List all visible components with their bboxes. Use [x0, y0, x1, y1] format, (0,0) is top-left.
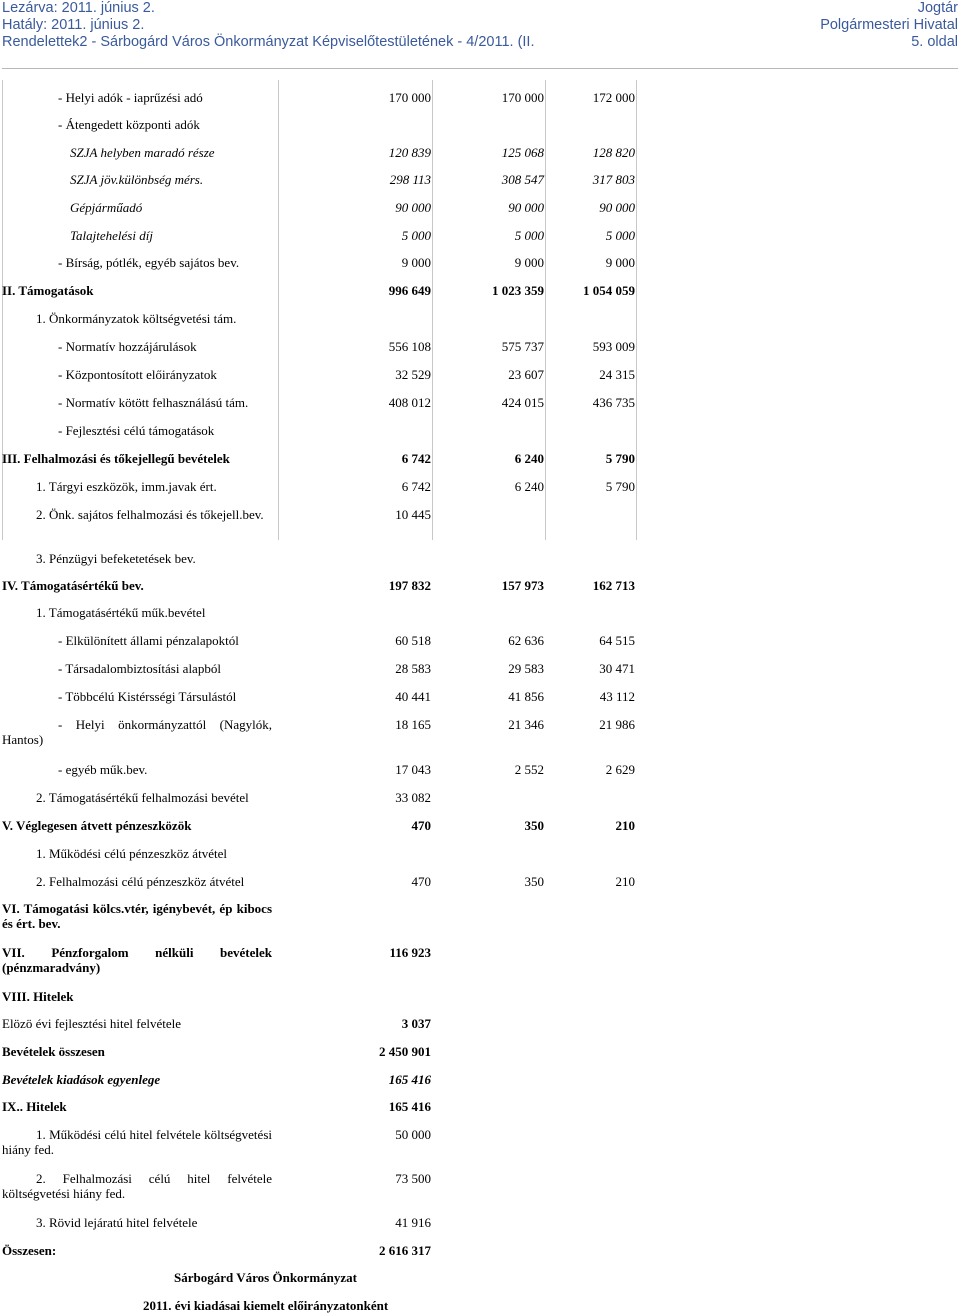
row-label: - Társadalombiztosítási alapból	[58, 661, 221, 676]
header-closed-date: Lezárva: 2011. június 2.	[2, 0, 155, 16]
row-label: Összesen:	[2, 1243, 57, 1258]
header-source: Jogtár	[917, 0, 958, 16]
value-2012: 9 000	[605, 255, 635, 270]
value-2012: 24 315	[599, 367, 635, 382]
value-2012: 5 790	[605, 479, 635, 494]
row-label: III. Felhalmozási és tőkejellegű bevételek	[2, 451, 230, 466]
header-effective-date: Hatály: 2011. június 2.	[2, 17, 145, 33]
value-2010: 40 441	[395, 689, 431, 704]
row-label: 1. Tárgyi eszközök, imm.javak ért.	[36, 479, 217, 494]
row-label: 2. Támogatásértékű felhalmozási bevétel	[36, 790, 249, 805]
row-label: - Bírság, pótlék, egyéb sajátos bev.	[58, 255, 240, 270]
row-label: - Központosított előirányzatok	[58, 367, 217, 382]
row-label: V. Véglegesen átvett pénzeszközök	[2, 818, 192, 833]
value-2010: 197 832	[388, 578, 431, 593]
row-label: 2. Felhalmozási célú hitel felvétele költségvetési hiány fed.	[2, 1171, 272, 1201]
value-2012: 172 000	[592, 90, 635, 105]
value-2010: 32 529	[395, 367, 431, 382]
value-2010: 50 000	[395, 1127, 431, 1142]
row-label: Elözö évi fejlesztési hitel felvétele	[2, 1016, 182, 1031]
row-label: Bevételek összesen	[2, 1044, 105, 1059]
row-label: 3. Rövid lejáratú hitel felvétele	[36, 1215, 198, 1230]
value-2011: 62 636	[508, 633, 544, 648]
header-issuer: Polgármesteri Hivatal	[820, 17, 958, 33]
value-2011: 9 000	[514, 255, 544, 270]
value-2012: 90 000	[599, 200, 635, 215]
value-2010: 10 445	[395, 507, 431, 522]
value-2010: 165 416	[388, 1099, 431, 1114]
value-2011: 1 023 359	[492, 283, 544, 298]
footer-subtitle: 2011. évi kiadásai kiemelt előirányzatonként	[143, 1298, 389, 1313]
value-2012: 128 820	[592, 145, 635, 160]
value-2010: 170 000	[388, 90, 431, 105]
value-2011: 6 240	[514, 479, 544, 494]
value-2011: 2 552	[514, 762, 544, 777]
row-label: 2. Felhalmozási célú pénzeszköz átvétel	[36, 874, 245, 889]
row-label: - Fejlesztési célú támogatások	[58, 423, 215, 438]
value-2010: 18 165	[395, 717, 431, 732]
value-2010: 60 518	[395, 633, 431, 648]
row-label: IV. Támogatásértékű bev.	[2, 578, 144, 593]
row-label: Bevételek kiadások egyenlege	[2, 1072, 161, 1087]
value-2010: 996 649	[388, 283, 431, 298]
value-2011: 23 607	[508, 367, 544, 382]
value-2010: 9 000	[401, 255, 431, 270]
row-label: - egyéb műk.bev.	[58, 762, 148, 777]
row-label: - Helyi önkormányzattól (Nagylók, Hantos)	[2, 717, 272, 747]
value-2010: 73 500	[395, 1171, 431, 1186]
value-2012: 436 735	[592, 395, 635, 410]
value-2012: 317 803	[592, 172, 635, 187]
value-2010: 556 108	[388, 339, 431, 354]
value-2010: 6 742	[401, 451, 431, 466]
header-page-number: 5. oldal	[911, 34, 958, 50]
row-label: 1. Támogatásértékű műk.bevétel	[36, 605, 206, 620]
value-2012: 2 629	[605, 762, 635, 777]
row-label: 2. Önk. sajátos felhalmozási és tőkejell.bev.	[36, 507, 264, 522]
value-2011: 170 000	[501, 90, 544, 105]
row-label: 1. Működési célú pénzeszköz átvétel	[36, 846, 227, 861]
value-2012: 43 112	[599, 689, 635, 704]
value-2011: 308 547	[501, 172, 544, 187]
row-label: VIII. Hitelek	[2, 989, 74, 1004]
row-label: 1. Önkormányzatok költségvetési tám.	[36, 311, 237, 326]
row-label: - Elkülönített állami pénzalapoktól	[58, 633, 239, 648]
value-2010: 298 113	[389, 172, 431, 187]
value-2012: 5 790	[605, 451, 635, 466]
row-label: - Többcélú Kistérsségi Társulástól	[58, 689, 237, 704]
value-2010: 120 839	[388, 145, 431, 160]
value-2011: 575 737	[501, 339, 544, 354]
value-2012: 5 000	[605, 228, 635, 243]
value-2011: 350	[524, 874, 544, 889]
value-2011: 350	[524, 818, 544, 833]
value-2010: 90 000	[395, 200, 431, 215]
value-2012: 1 054 059	[583, 283, 635, 298]
value-2011: 6 240	[514, 451, 544, 466]
value-2010: 28 583	[395, 661, 431, 676]
value-2011: 21 346	[508, 717, 544, 732]
value-2012: 64 515	[599, 633, 635, 648]
row-label: Gépjárműadó	[70, 200, 143, 215]
value-2011: 29 583	[508, 661, 544, 676]
value-2010: 5 000	[401, 228, 431, 243]
value-2010: 2 616 317	[379, 1243, 431, 1258]
value-2011: 90 000	[508, 200, 544, 215]
row-label: - Normatív hozzájárulások	[58, 339, 197, 354]
row-label: SZJA jöv.különbség mérs.	[70, 172, 204, 187]
row-label: Talajtehelési díj	[70, 228, 153, 243]
row-label: VI. Támogatási kölcs.vtér, igénybevét, ép kibocs és ért. bev.	[2, 901, 272, 931]
row-label: 1. Működési célú hitel felvétele költségvetési hiány fed.	[2, 1127, 272, 1157]
value-2012: 21 986	[599, 717, 635, 732]
value-2010: 17 043	[395, 762, 431, 777]
row-label: - Átengedett központi adók	[58, 117, 200, 132]
value-2012: 30 471	[599, 661, 635, 676]
row-label: - Helyi adók - iaprűzési adó	[58, 90, 203, 105]
row-label: - Normatív kötött felhasználású tám.	[58, 395, 249, 410]
value-2011: 424 015	[501, 395, 544, 410]
row-label: II. Támogatások	[2, 283, 94, 298]
value-2010: 116 923	[389, 945, 431, 960]
value-2012: 210	[615, 818, 635, 833]
row-label: SZJA helyben maradó része	[70, 145, 215, 160]
value-2010: 3 037	[401, 1016, 431, 1031]
row-label: 3. Pénzügyi befeketetések bev.	[36, 551, 196, 566]
value-2010: 41 916	[395, 1215, 431, 1230]
value-2011: 157 973	[501, 578, 544, 593]
value-2010: 6 742	[401, 479, 431, 494]
footer-title: Sárbogárd Város Önkormányzat	[174, 1270, 357, 1285]
header-document-title: Rendelettek2 - Sárbogárd Város Önkormányzat Képviselőtestületének - 4/2011. (II.	[2, 34, 535, 50]
value-2010: 2 450 901	[379, 1044, 431, 1059]
value-2010: 165 416	[388, 1072, 431, 1087]
value-2011: 5 000	[514, 228, 544, 243]
row-label: IX.. Hitelek	[2, 1099, 67, 1114]
value-2010: 408 012	[388, 395, 431, 410]
value-2012: 210	[615, 874, 635, 889]
value-2012: 162 713	[592, 578, 635, 593]
value-2012: 593 009	[592, 339, 635, 354]
value-2010: 470	[411, 818, 431, 833]
row-label: VII. Pénzforgalom nélküli bevételek (pénzmaradvány)	[2, 945, 272, 975]
value-2011: 125 068	[501, 145, 544, 160]
value-2011: 41 856	[508, 689, 544, 704]
value-2010: 33 082	[395, 790, 431, 805]
value-2010: 470	[411, 874, 431, 889]
